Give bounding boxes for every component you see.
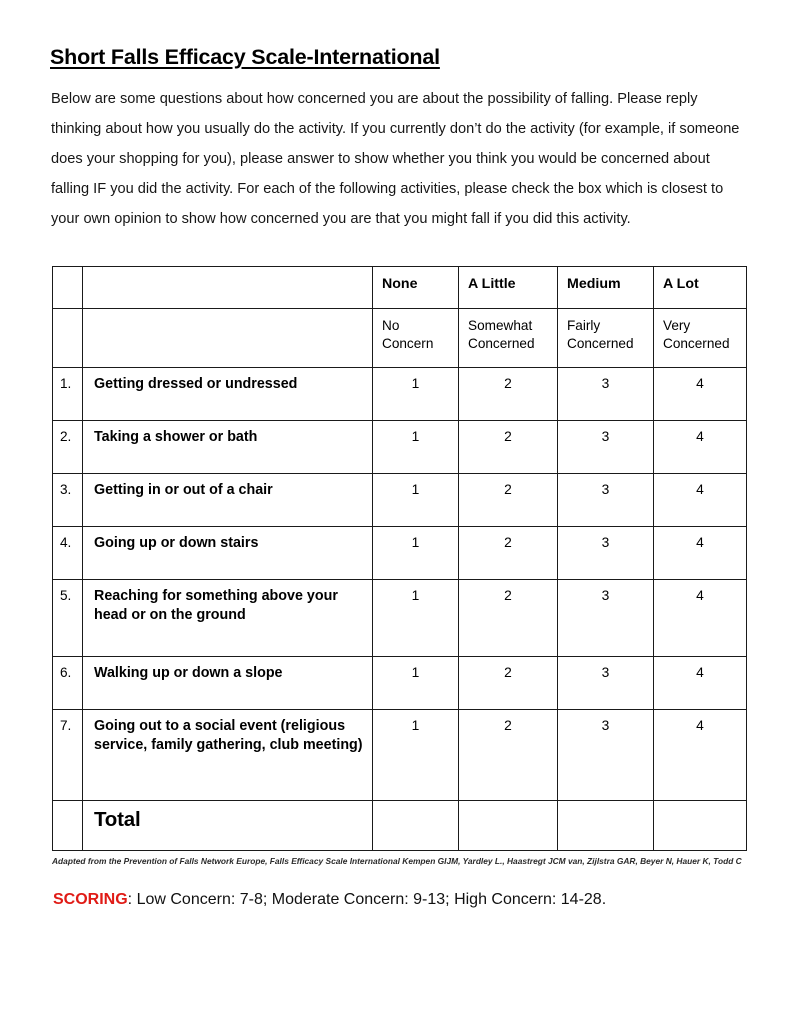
- total-a-lot-cell[interactable]: [654, 801, 747, 851]
- table-row: [53, 527, 747, 580]
- subheader-blank-num: [53, 309, 83, 368]
- falls-efficacy-scale-table: [52, 266, 747, 851]
- scoring-line: [53, 890, 745, 911]
- option-none[interactable]: 1: [373, 580, 459, 657]
- subheader-very-concerned: Very Concerned: [654, 309, 747, 368]
- option-none[interactable]: 1: [373, 368, 459, 421]
- total-a-little-cell[interactable]: [459, 801, 558, 851]
- table-row: [53, 474, 747, 527]
- row-activity: Taking a shower or bath: [83, 421, 373, 474]
- option-a-lot[interactable]: 4: [654, 474, 747, 527]
- option-a-little[interactable]: 2: [459, 580, 558, 657]
- scoring-ranges: : Low Concern: 7-8; Moderate Concern: 9-13; High Concern: 14-28.: [127, 890, 607, 908]
- table-row: [53, 368, 747, 421]
- total-medium-cell[interactable]: [558, 801, 654, 851]
- option-medium[interactable]: 3: [558, 474, 654, 527]
- option-a-little[interactable]: 2: [459, 368, 558, 421]
- subheader-somewhat-concerned: Somewhat Concerned: [459, 309, 558, 368]
- row-number: 4.: [53, 527, 83, 580]
- row-activity: Reaching for something above your head or on the ground: [83, 580, 373, 657]
- option-none[interactable]: 1: [373, 527, 459, 580]
- option-none[interactable]: 1: [373, 474, 459, 527]
- table-header-row-main: [53, 267, 747, 309]
- header-blank-num: [53, 267, 83, 309]
- row-number: 7.: [53, 710, 83, 801]
- option-a-little[interactable]: 2: [459, 710, 558, 801]
- total-none-cell[interactable]: [373, 801, 459, 851]
- total-blank-num: [53, 801, 83, 851]
- option-a-little[interactable]: 2: [459, 421, 558, 474]
- row-activity: Getting in or out of a chair: [83, 474, 373, 527]
- row-activity: Going out to a social event (religious service, family gathering, club meeting): [83, 710, 373, 801]
- header-none: None: [373, 267, 459, 309]
- option-medium[interactable]: 3: [558, 657, 654, 710]
- option-a-little[interactable]: 2: [459, 527, 558, 580]
- table-row: [53, 421, 747, 474]
- row-number: 5.: [53, 580, 83, 657]
- row-number: 6.: [53, 657, 83, 710]
- row-activity: Getting dressed or undressed: [83, 368, 373, 421]
- row-activity: Going up or down stairs: [83, 527, 373, 580]
- option-a-lot[interactable]: 4: [654, 368, 747, 421]
- row-activity: Walking up or down a slope: [83, 657, 373, 710]
- option-none[interactable]: 1: [373, 710, 459, 801]
- table-header-row-sub: [53, 309, 747, 368]
- scoring-label: SCORING: [53, 890, 128, 908]
- option-none[interactable]: 1: [373, 421, 459, 474]
- option-medium[interactable]: 3: [558, 368, 654, 421]
- subheader-fairly-concerned: Fairly Concerned: [558, 309, 654, 368]
- option-a-lot[interactable]: 4: [654, 710, 747, 801]
- option-a-little[interactable]: 2: [459, 474, 558, 527]
- header-medium: Medium: [558, 267, 654, 309]
- total-label: Total: [83, 801, 373, 851]
- option-a-lot[interactable]: 4: [654, 657, 747, 710]
- table-total-row: [53, 801, 747, 851]
- row-number: 2.: [53, 421, 83, 474]
- page-title: Short Falls Efficacy Scale-International: [50, 45, 440, 69]
- subheader-blank-activity: [83, 309, 373, 368]
- table-row: [53, 710, 747, 801]
- row-number: 3.: [53, 474, 83, 527]
- option-a-lot[interactable]: 4: [654, 421, 747, 474]
- header-a-little: A Little: [459, 267, 558, 309]
- subheader-no-concern: No Concern: [373, 309, 459, 368]
- intro-paragraph: Below are some questions about how concerned you are about the possibility of falling. Please reply thinking about how you usually do the activity. If you currently don’t do the activity (for example, if someone does your shopping for you), please answer to show whether you think you would be concerned about falling IF you did the activity. For each of the following activities, please check the box which is closest to your own opinion to show how concerned you are that you might fall if you did this activity.: [51, 90, 740, 227]
- header-blank-activity: [83, 267, 373, 309]
- option-medium[interactable]: 3: [558, 710, 654, 801]
- header-a-lot: A Lot: [654, 267, 747, 309]
- option-medium[interactable]: 3: [558, 580, 654, 657]
- option-medium[interactable]: 3: [558, 421, 654, 474]
- table-row: [53, 657, 747, 710]
- option-a-lot[interactable]: 4: [654, 580, 747, 657]
- option-medium[interactable]: 3: [558, 527, 654, 580]
- option-a-lot[interactable]: 4: [654, 527, 747, 580]
- table-row: [53, 580, 747, 657]
- option-none[interactable]: 1: [373, 657, 459, 710]
- attribution-footnote: Adapted from the Prevention of Falls Network Europe, Falls Efficacy Scale International Kempen GIJM, Yardley L., Haastregt JCM van, Zijlstra GAR, Beyer N, Hauer K, Todd C: [52, 856, 742, 867]
- option-a-little[interactable]: 2: [459, 657, 558, 710]
- row-number: 1.: [53, 368, 83, 421]
